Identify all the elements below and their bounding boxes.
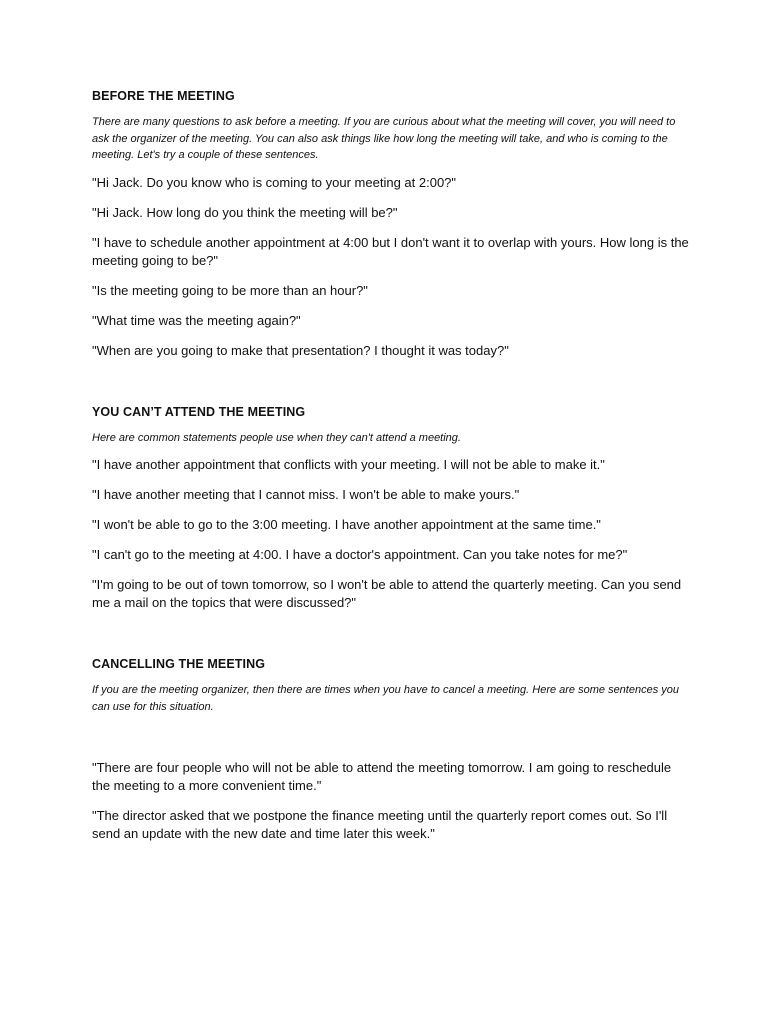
example-sentence: "Hi Jack. How long do you think the meeting will be?" [92,204,398,220]
section-intro: There are many questions to ask before a meeting. If you are curious about what the meeting will cover, you will need to ask the organizer of the meeting. You can also ask things like how long the meeting will take, and who is coming to the meeting. Let's try a couple of these sentences. [92,116,676,161]
example-sentence: "I have another appointment that conflicts with your meeting. I will not be able to make it." [92,457,605,472]
section-heading: YOU CAN’T ATTEND THE MEETING [92,404,306,419]
section-cant-attend [92,404,692,613]
example-sentence: "When are you going to make that presentation? I thought it was today?" [92,342,509,358]
document-page [92,88,692,855]
example-sentence: "Is the meeting going to be more than an hour?" [92,282,368,298]
example-sentence: "The director asked that we postpone the finance meeting until the quarterly report comes out. So I'll send an update with the new date and time later this week." [92,808,668,841]
section-heading: CANCELLING THE MEETING [92,657,266,671]
example-sentence: "I have to schedule another appointment at 4:00 but I don't want it to overlap with yours. How long is the meeting going to be?" [92,234,689,268]
section-cancelling-meeting [92,656,692,843]
example-sentence: "There are four people who will not be able to attend the meeting tomorrow. I am going to reschedule the meeting to a more convenient time." [92,760,672,793]
section-intro: Here are common statements people use when they can't attend a meeting. [92,431,461,444]
section-heading: BEFORE THE MEETING [92,89,235,103]
example-sentence: "I'm going to be out of town tomorrow, so I won't be able to attend the quarterly meeting. Can you send me a mail on the topics that were discussed?" [92,577,682,610]
example-sentence: "I can't go to the meeting at 4:00. I have a doctor's appointment. Can you take notes for me?" [92,547,628,562]
section-intro: If you are the meeting organizer, then there are times when you have to cancel a meeting. Here are some sentences you can use for this situation. [92,684,680,713]
example-sentence: "I have another meeting that I cannot miss. I won't be able to make yours." [92,487,520,502]
section-before-meeting [92,88,692,360]
example-sentence: "What time was the meeting again?" [92,312,301,328]
example-sentence: "Hi Jack. Do you know who is coming to your meeting at 2:00?" [92,174,457,190]
example-sentence: "I won't be able to go to the 3:00 meeting. I have another appointment at the same time." [92,517,601,532]
